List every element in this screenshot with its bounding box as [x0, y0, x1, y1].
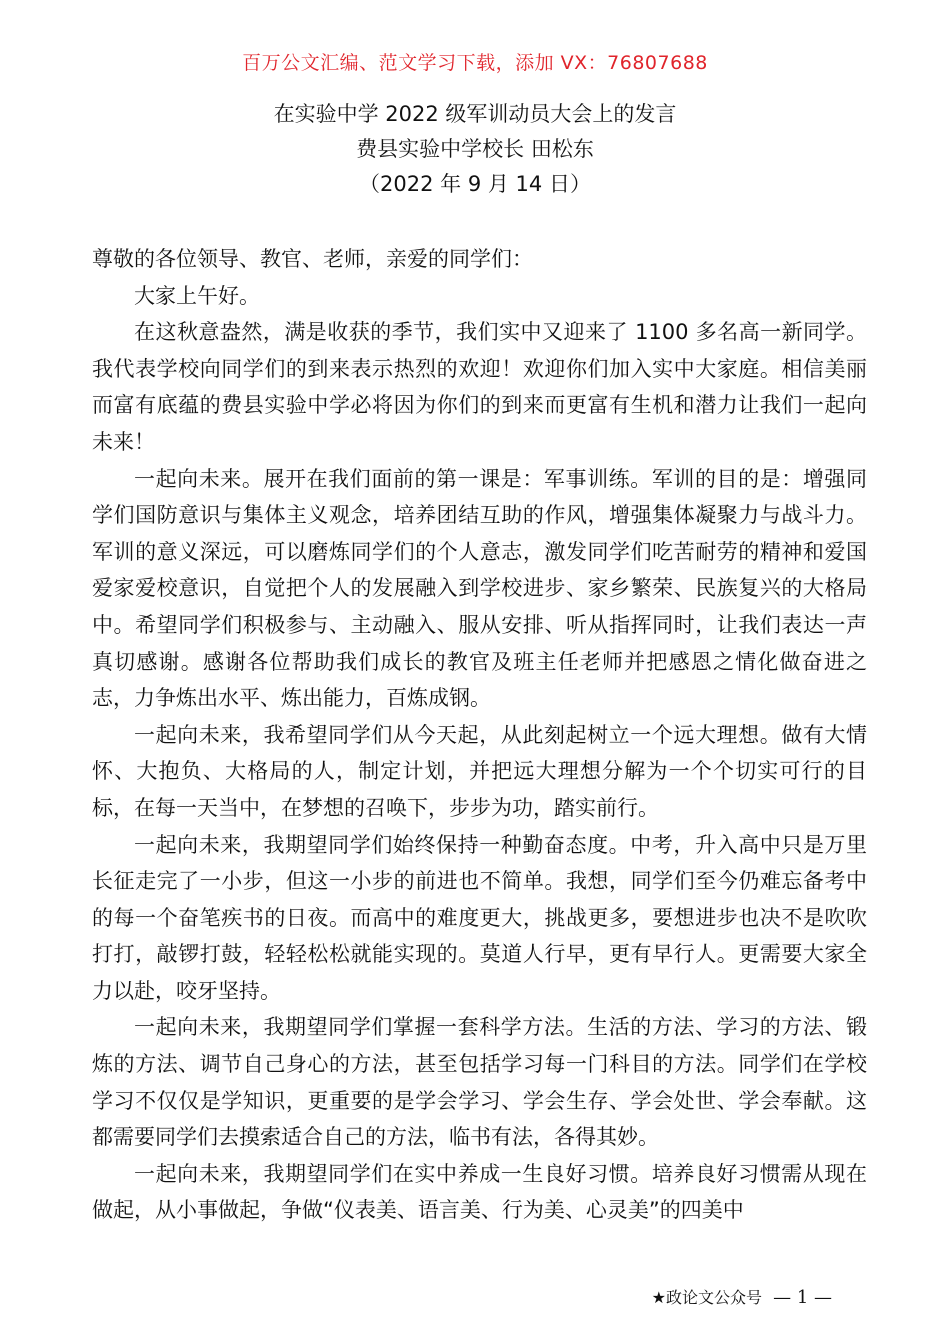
speech-body: [92, 241, 867, 1229]
paragraph: 一起向未来，我期望同学们始终保持一种勤奋态度。中考，升入高中只是万里长征走完了一小步，但这一小步的前进也不简单。我想，同学们至今仍难忘备考中的每一个奋笔疾书的日夜。而高中的难度更大，挑战更多，要想进步也决不是吹吹打打，敲锣打鼓，轻轻松松就能实现的。莫道人行早，更有早行人。更需要大家全力以赴，咬牙坚持。: [92, 832, 867, 1003]
author-line: 费县实验中学校长 田松东: [356, 137, 594, 161]
salutation: 尊敬的各位领导、教官、老师，亲爱的同学们：: [92, 247, 533, 271]
page-number: — 1 —: [773, 1287, 832, 1308]
paragraph: 一起向未来，我期望同学们掌握一套科学方法。生活的方法、学习的方法、锻炼的方法、调节自己身心的方法，甚至包括学习每一门科目的方法。同学们在学校学习不仅仅是学知识，更重要的是学会学习、学会生存、学会处世、学会奉献。这都需要同学们去摸索适合自己的方法，临书有法，各得其妙。: [92, 1015, 867, 1150]
paragraph: 一起向未来，我期望同学们在实中养成一生良好习惯。培养良好习惯需从现在做起，从小事做起，争做“仪表美、语言美、行为美、心灵美”的四美中: [92, 1161, 867, 1223]
footer-source: ★政论文公众号: [651, 1288, 762, 1307]
watermark-text: 百万公文汇编、范文学习下载，添加 VX：76807688: [242, 52, 708, 74]
title-block: [0, 97, 950, 202]
paragraph: 一起向未来，我希望同学们从今天起，从此刻起树立一个远大理想。做有大情怀、大抱负、大格局的人，制定计划，并把远大理想分解为一个个切实可行的目标，在每一天当中，在梦想的召唤下，步步为功，踏实前行。: [92, 722, 867, 820]
paragraph: 在这秋意盎然，满是收获的季节，我们实中又迎来了 1100 多名高一新同学。我代表学校向同学们的到来表示热烈的欢迎！欢迎你们加入实中大家庭。相信美丽而富有底蕴的费县实验中学必将因为你们的到来而更富有生机和潜力让我们一起向未来！: [92, 320, 867, 454]
document-title: 在实验中学 2022 级军训动员大会上的发言: [273, 102, 677, 126]
paragraph: 大家上午好。: [134, 283, 260, 308]
page-footer: [652, 1285, 832, 1308]
paragraph: 一起向未来。展开在我们面前的第一课是：军事训练。军训的目的是：增强同学们国防意识与集体主义观念，培养团结互助的作风，增强集体凝聚力与战斗力。军训的意义深远，可以磨炼同学们的个人意志，激发同学们吃苦耐劳的精神和爱国爱家爱校意识，自觉把个人的发展融入到学校进步、家乡繁荣、民族复兴的大格局中。希望同学们积极参与、主动融入、服从安排、听从指挥同时，让我们表达一声真切感谢。感谢各位帮助我们成长的教官及班主任老师并把感恩之情化做奋进之志，力争炼出水平、炼出能力，百炼成钢。: [92, 466, 867, 711]
date-line: （2022 年 9 月 14 日）: [359, 172, 591, 196]
